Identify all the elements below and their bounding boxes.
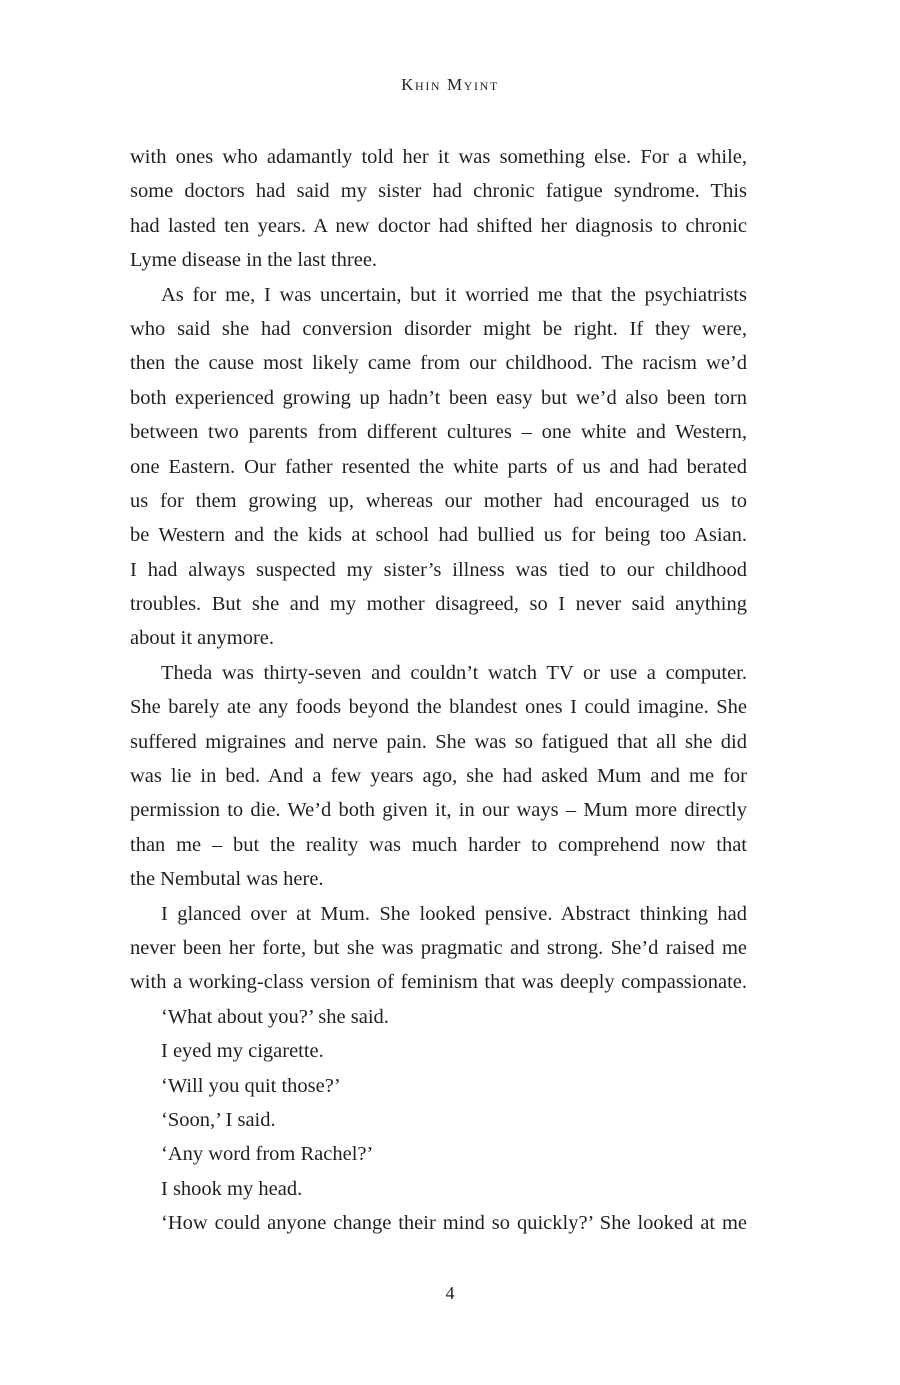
text-line: had lasted ten years. A new doctor had shifted her diagnosis to chronic: [130, 214, 747, 237]
text-line: who said she had conversion disorder might be right. If they were,: [130, 317, 747, 340]
text-line: about it anymore.: [130, 627, 275, 650]
text-line: ‘Any word from Rachel?’: [161, 1143, 374, 1166]
text-line: never been her forte, but she was pragmatic and strong. She’d raised me: [130, 936, 747, 959]
text-line: ‘What about you?’ she said.: [161, 1005, 389, 1028]
text-line: be Western and the kids at school had bullied us for being too Asian.: [130, 524, 747, 547]
text-line: I shook my head.: [161, 1177, 303, 1200]
text-line: with ones who adamantly told her it was something else. For a while,: [130, 146, 747, 168]
text-line: I had always suspected my sister’s illness was tied to our childhood: [130, 558, 747, 581]
text-line: between two parents from different cultures – one white and Western,: [130, 421, 747, 444]
text-line: As for me, I was uncertain, but it worried me that the psychiatrists: [161, 283, 747, 306]
text-line: I glanced over at Mum. She looked pensive. Abstract thinking had: [161, 902, 747, 925]
text-line: the Nembutal was here.: [130, 868, 324, 891]
text-line: with a working-class version of feminism that was deeply compassionate.: [130, 971, 747, 994]
body-text: [130, 140, 747, 1241]
text-line: permission to die. We’d both given it, in our ways – Mum more directly: [130, 799, 747, 822]
text-line: ‘Will you quit those?’: [161, 1074, 341, 1097]
text-line: suffered migraines and nerve pain. She was so fatigued that all she did: [130, 730, 747, 753]
text-line: some doctors had said my sister had chronic fatigue syndrome. This: [130, 180, 747, 203]
text-line: both experienced growing up hadn’t been easy but we’d also been torn: [130, 386, 747, 409]
text-line: was lie in bed. And a few years ago, she had asked Mum and me for: [130, 765, 747, 788]
text-line: ‘Soon,’ I said.: [161, 1108, 276, 1131]
text-line: than me – but the reality was much harder to comprehend now that: [130, 833, 747, 856]
text-line: Theda was thirty-seven and couldn’t watch TV or use a computer.: [161, 661, 747, 684]
text-line: She barely ate any foods beyond the blandest ones I could imagine. She: [130, 696, 747, 719]
text-line: one Eastern. Our father resented the white parts of us and had berated: [130, 455, 747, 478]
text-line: ‘How could anyone change their mind so quickly?’ She looked at me: [161, 1212, 747, 1235]
page-number: 4: [445, 1283, 455, 1303]
text-line: troubles. But she and my mother disagreed, so I never said anything: [130, 593, 747, 616]
text-line: Lyme disease in the last three.: [130, 249, 378, 272]
text-line: us for them growing up, whereas our mother had encouraged us to: [130, 489, 747, 512]
text-line: then the cause most likely came from our childhood. The racism we’d: [130, 352, 747, 375]
text-line: I eyed my cigarette.: [161, 1040, 324, 1063]
running-head: Khin Myint: [401, 75, 499, 94]
